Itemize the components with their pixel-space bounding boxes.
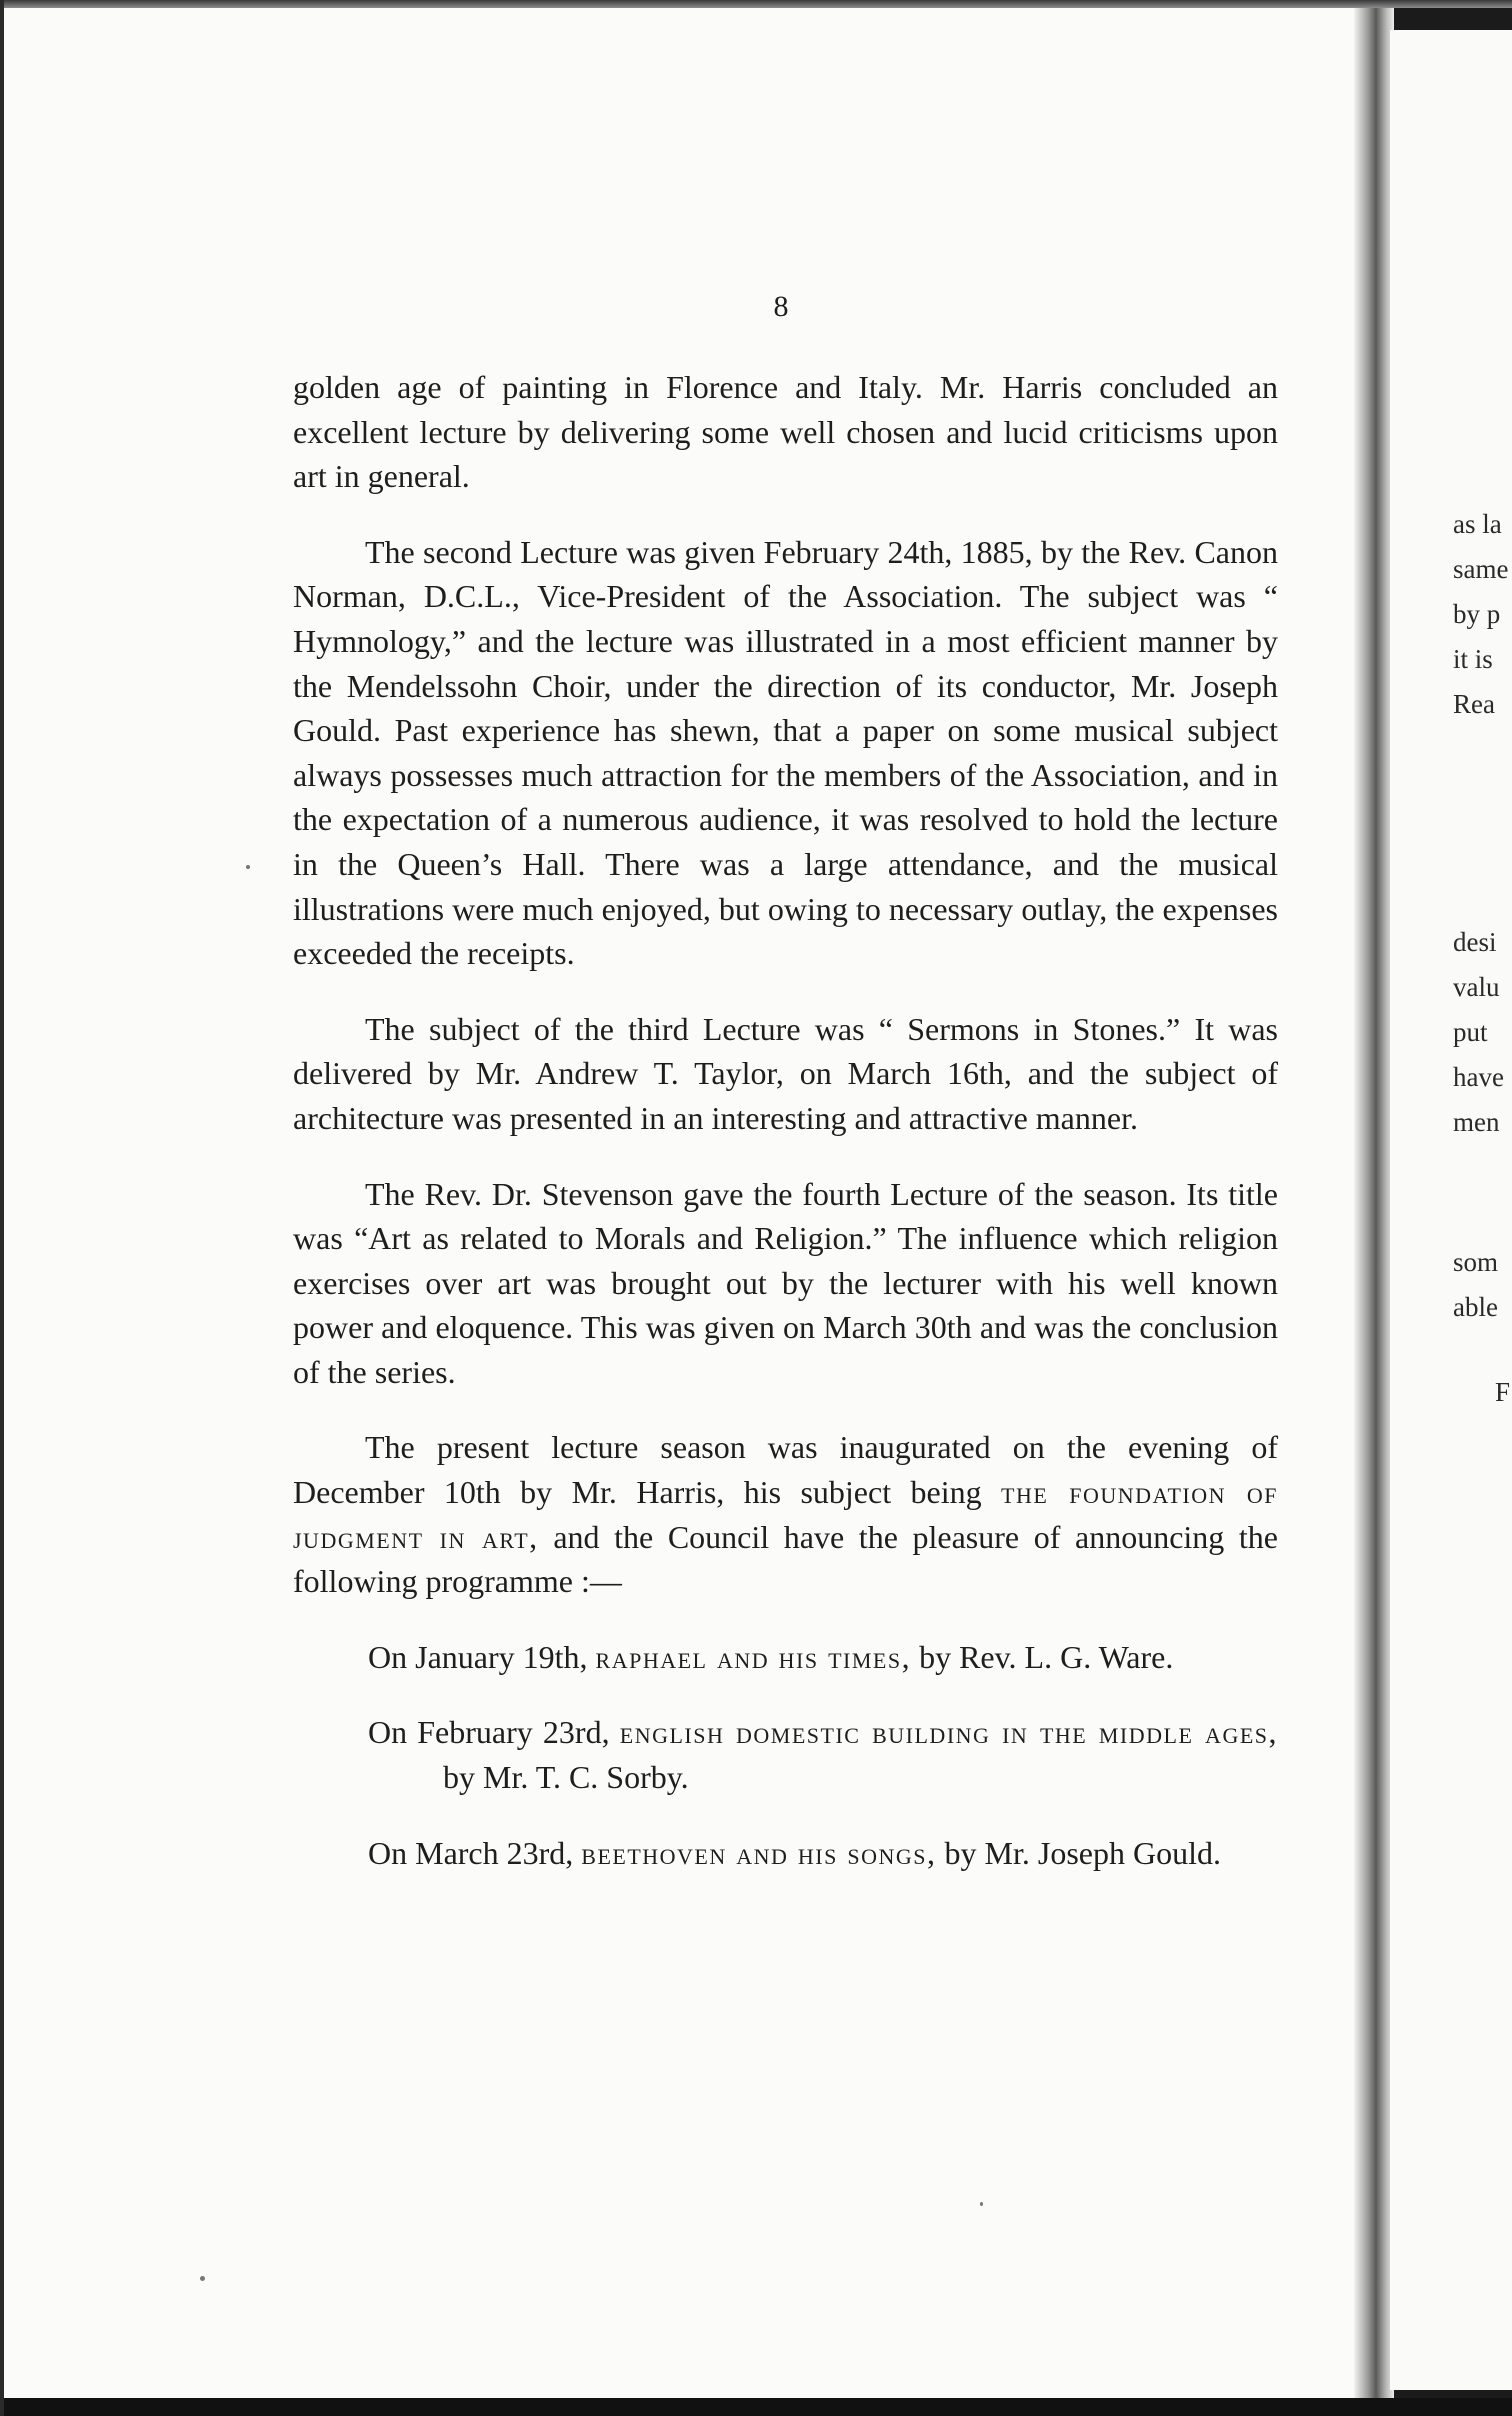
programme-item-january	[293, 1635, 1278, 1680]
facing-page-line: F	[1495, 1377, 1511, 1407]
scan-speck	[200, 2276, 205, 2281]
facing-page-line: by p	[1453, 599, 1501, 629]
lecture-title-foundation: the foundation of judgment in art,	[293, 1474, 1279, 1555]
paragraph-second-lecture: The second Lecture was given February 24th, 1885, by the Rev. Canon Norman, D.C.L., Vice-President of the Association. The subject was “ Hymnology,” and the lecture was illustrated in a most efficient manner by the Mendelssohn Choir, under the direction of its conductor, Mr. Joseph Gould. Past experience has shewn, that a paper on some musical subject always possesses much attraction for the members of the Association, and in the expectation of a numerous audience, it was resolved to hold the lecture in the Queen’s Hall. There was a large attendance, and the musical illustrations were much enjoyed, but owing to necessary outlay, the expenses exceeded the receipts.	[293, 533, 1278, 972]
programme-title: english domestic building in the middle ages,	[619, 1714, 1279, 1751]
facing-page-line: valu	[1453, 972, 1500, 1002]
paragraph-third-lecture: The subject of the third Lecture was “ Sermons in Stones.” It was delivered by Mr. Andrew T. Taylor, on March 16th, and the subject of architecture was presented in an interesting and attractive manner.	[293, 1010, 1278, 1136]
programme-date: On January 19th,	[368, 1638, 588, 1675]
left-scan-edge	[0, 0, 4, 2416]
bottom-scan-edge	[0, 2398, 1512, 2416]
right-page-edge	[1390, 30, 1512, 2390]
page-number: 8	[773, 290, 789, 323]
scan-speck	[246, 865, 250, 869]
facing-page-line: put	[1453, 1017, 1488, 1047]
programme-speaker: by Mr. Joseph Gould.	[944, 1834, 1221, 1871]
programme-date: On February 23rd,	[368, 1714, 610, 1751]
present-season-outro: and the Council have the pleasure of announcing the following programme :—	[293, 1518, 1279, 1600]
programme-speaker: by Mr. T. C. Sorby.	[443, 1759, 689, 1796]
facing-page-line: som	[1453, 1247, 1499, 1277]
programme-item-february	[293, 1710, 1278, 1799]
paragraph-continued: golden age of painting in Florence and Italy. Mr. Harris concluded an excellent lecture by delivering some well chosen and lucid criticisms upon art in general.	[293, 369, 1278, 495]
programme-item-march	[293, 1831, 1278, 1876]
facing-page-line: as la	[1453, 509, 1502, 539]
paragraph-fourth-lecture: The Rev. Dr. Stevenson gave the fourth Lecture of the season. Its title was “Art as related to Morals and Religion.” The influence which religion exercises over art was brought out by the lecturer with his well known power and eloquence. This was given on March 30th and was the conclusion of the series.	[293, 1175, 1278, 1390]
programme-date: On March 23rd,	[368, 1834, 574, 1871]
page-body	[293, 365, 1278, 1906]
facing-page-line: Rea	[1453, 689, 1495, 719]
programme-title: beethoven and his songs,	[581, 1834, 937, 1871]
present-season-intro: The present lecture season was inaugurated on the evening of December 10th by Mr. Harris, his subject being	[293, 1429, 1278, 1511]
facing-page-line: it is	[1453, 644, 1493, 674]
facing-page-line: desi	[1453, 927, 1497, 957]
paragraph-present-season	[293, 1425, 1278, 1603]
scan-speck	[980, 2202, 983, 2206]
facing-page-line: men	[1453, 1107, 1500, 1137]
programme-title: raphael and his times,	[595, 1638, 912, 1675]
facing-page-line: able	[1453, 1292, 1498, 1322]
top-scan-edge	[0, 0, 1512, 8]
book-gutter	[1354, 0, 1394, 2416]
programme-speaker: by Rev. L. G. Ware.	[919, 1638, 1174, 1675]
facing-page-line: have	[1453, 1062, 1504, 1092]
facing-page-line: same	[1453, 554, 1509, 584]
